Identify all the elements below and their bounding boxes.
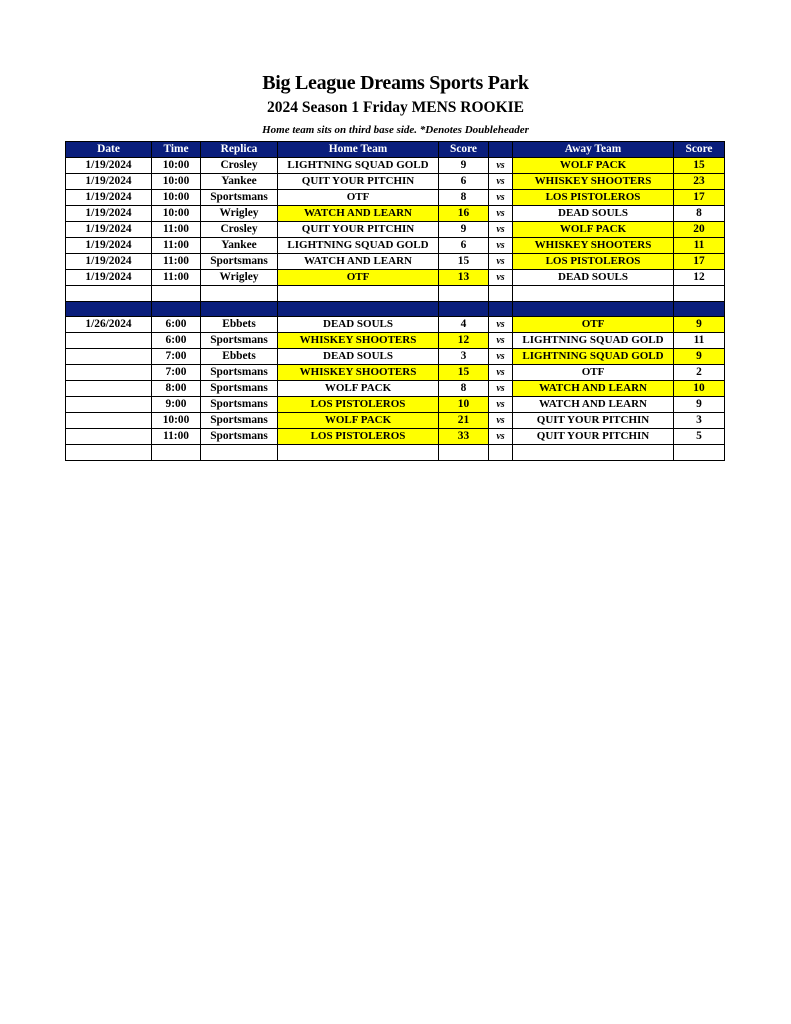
week-separator	[66, 302, 725, 317]
replica-cell: Ebbets	[201, 349, 278, 365]
home-score-cell: 4	[439, 317, 489, 333]
date-cell	[66, 381, 152, 397]
home-team-cell: LIGHTNING SQUAD GOLD	[278, 158, 439, 174]
time-cell: 10:00	[152, 190, 201, 206]
home-team-cell: LOS PISTOLEROS	[278, 397, 439, 413]
date-cell: 1/19/2024	[66, 254, 152, 270]
vs-label: vs	[489, 333, 513, 349]
home-score-cell: 21	[439, 413, 489, 429]
game-row	[66, 413, 725, 429]
game-row	[66, 429, 725, 445]
home-score-cell: 6	[439, 238, 489, 254]
away-team-cell: WHISKEY SHOOTERS	[513, 174, 674, 190]
game-row	[66, 190, 725, 206]
away-score-cell: 11	[674, 333, 725, 349]
date-cell	[66, 365, 152, 381]
game-row	[66, 222, 725, 238]
empty-row	[66, 445, 725, 461]
time-cell: 11:00	[152, 270, 201, 286]
col-header-date: Date	[66, 142, 152, 158]
replica-cell: Sportsmans	[201, 381, 278, 397]
away-score-cell: 15	[674, 158, 725, 174]
replica-cell: Wrigley	[201, 206, 278, 222]
page-subtitle: 2024 Season 1 Friday MENS ROOKIE	[266, 99, 525, 116]
empty-row	[66, 286, 725, 302]
time-cell: 7:00	[152, 349, 201, 365]
away-score-cell: 20	[674, 222, 725, 238]
away-score-cell: 9	[674, 317, 725, 333]
page-title: Big League Dreams Sports Park	[262, 72, 529, 94]
away-score-cell: 10	[674, 381, 725, 397]
vs-label: vs	[489, 206, 513, 222]
away-score-cell: 12	[674, 270, 725, 286]
away-team-cell: LOS PISTOLEROS	[513, 190, 674, 206]
time-cell: 9:00	[152, 397, 201, 413]
away-team-cell: WATCH AND LEARN	[513, 381, 674, 397]
vs-label: vs	[489, 397, 513, 413]
game-row	[66, 333, 725, 349]
home-team-cell: WATCH AND LEARN	[278, 206, 439, 222]
away-score-cell: 2	[674, 365, 725, 381]
away-team-cell: QUIT YOUR PITCHIN	[513, 413, 674, 429]
date-cell	[66, 397, 152, 413]
time-cell: 11:00	[152, 254, 201, 270]
date-cell: 1/19/2024	[66, 158, 152, 174]
date-cell: 1/19/2024	[66, 238, 152, 254]
col-header-home-team: Home Team	[278, 142, 439, 158]
time-cell: 7:00	[152, 365, 201, 381]
game-row	[66, 397, 725, 413]
home-score-cell: 16	[439, 206, 489, 222]
home-team-cell: WOLF PACK	[278, 381, 439, 397]
away-score-cell: 3	[674, 413, 725, 429]
away-score-cell: 17	[674, 254, 725, 270]
home-team-cell: DEAD SOULS	[278, 317, 439, 333]
away-score-cell: 17	[674, 190, 725, 206]
away-team-cell: OTF	[513, 317, 674, 333]
away-score-cell: 9	[674, 349, 725, 365]
home-score-cell: 6	[439, 174, 489, 190]
away-team-cell: LOS PISTOLEROS	[513, 254, 674, 270]
game-row	[66, 381, 725, 397]
home-score-cell: 3	[439, 349, 489, 365]
date-cell: 1/19/2024	[66, 206, 152, 222]
away-score-cell: 23	[674, 174, 725, 190]
game-row	[66, 206, 725, 222]
home-team-cell: WHISKEY SHOOTERS	[278, 333, 439, 349]
away-team-cell: QUIT YOUR PITCHIN	[513, 429, 674, 445]
replica-cell: Ebbets	[201, 317, 278, 333]
home-team-cell: WHISKEY SHOOTERS	[278, 365, 439, 381]
home-team-cell: WATCH AND LEARN	[278, 254, 439, 270]
home-score-cell: 15	[439, 254, 489, 270]
time-cell: 10:00	[152, 158, 201, 174]
replica-cell: Sportsmans	[201, 190, 278, 206]
away-team-cell: WHISKEY SHOOTERS	[513, 238, 674, 254]
away-team-cell: LIGHTNING SQUAD GOLD	[513, 333, 674, 349]
home-score-cell: 9	[439, 222, 489, 238]
time-cell: 10:00	[152, 174, 201, 190]
time-cell: 10:00	[152, 206, 201, 222]
replica-cell: Sportsmans	[201, 413, 278, 429]
away-score-cell: 9	[674, 397, 725, 413]
home-score-cell: 10	[439, 397, 489, 413]
date-cell	[66, 429, 152, 445]
game-row	[66, 254, 725, 270]
home-team-cell: DEAD SOULS	[278, 349, 439, 365]
home-team-cell: QUIT YOUR PITCHIN	[278, 222, 439, 238]
home-score-cell: 33	[439, 429, 489, 445]
away-team-cell: WOLF PACK	[513, 158, 674, 174]
replica-cell: Wrigley	[201, 270, 278, 286]
vs-label: vs	[489, 238, 513, 254]
time-cell: 11:00	[152, 429, 201, 445]
home-team-cell: QUIT YOUR PITCHIN	[278, 174, 439, 190]
game-row	[66, 365, 725, 381]
time-cell: 11:00	[152, 238, 201, 254]
away-team-cell: OTF	[513, 365, 674, 381]
replica-cell: Yankee	[201, 238, 278, 254]
time-cell: 11:00	[152, 222, 201, 238]
home-score-cell: 8	[439, 381, 489, 397]
vs-label: vs	[489, 429, 513, 445]
week1-games	[66, 158, 725, 286]
time-cell: 8:00	[152, 381, 201, 397]
col-header-time: Time	[152, 142, 201, 158]
away-score-cell: 8	[674, 206, 725, 222]
date-cell: 1/19/2024	[66, 222, 152, 238]
col-header-away-team: Away Team	[513, 142, 674, 158]
away-team-cell: WATCH AND LEARN	[513, 397, 674, 413]
home-team-cell: WOLF PACK	[278, 413, 439, 429]
col-header-replica: Replica	[201, 142, 278, 158]
date-cell: 1/19/2024	[66, 270, 152, 286]
home-score-cell: 13	[439, 270, 489, 286]
vs-label: vs	[489, 413, 513, 429]
home-score-cell: 12	[439, 333, 489, 349]
home-score-cell: 9	[439, 158, 489, 174]
col-header-vs	[489, 142, 513, 158]
home-score-cell: 15	[439, 365, 489, 381]
game-row	[66, 174, 725, 190]
date-cell: 1/19/2024	[66, 174, 152, 190]
vs-label: vs	[489, 190, 513, 206]
date-cell: 1/26/2024	[66, 317, 152, 333]
vs-label: vs	[489, 381, 513, 397]
schedule-table	[65, 141, 725, 461]
replica-cell: Crosley	[201, 222, 278, 238]
replica-cell: Sportsmans	[201, 429, 278, 445]
replica-cell: Sportsmans	[201, 365, 278, 381]
date-cell	[66, 333, 152, 349]
replica-cell: Yankee	[201, 174, 278, 190]
col-header-home-score: Score	[439, 142, 489, 158]
date-cell	[66, 413, 152, 429]
vs-label: vs	[489, 222, 513, 238]
away-score-cell: 11	[674, 238, 725, 254]
home-team-cell: OTF	[278, 270, 439, 286]
vs-label: vs	[489, 317, 513, 333]
home-score-cell: 8	[439, 190, 489, 206]
home-team-cell: LIGHTNING SQUAD GOLD	[278, 238, 439, 254]
vs-label: vs	[489, 158, 513, 174]
time-cell: 6:00	[152, 317, 201, 333]
away-team-cell: WOLF PACK	[513, 222, 674, 238]
vs-label: vs	[489, 270, 513, 286]
away-team-cell: DEAD SOULS	[513, 206, 674, 222]
col-header-away-score: Score	[674, 142, 725, 158]
vs-label: vs	[489, 174, 513, 190]
game-row	[66, 270, 725, 286]
away-team-cell: DEAD SOULS	[513, 270, 674, 286]
away-team-cell: LIGHTNING SQUAD GOLD	[513, 349, 674, 365]
game-row	[66, 349, 725, 365]
replica-cell: Sportsmans	[201, 397, 278, 413]
time-cell: 6:00	[152, 333, 201, 349]
away-score-cell: 5	[674, 429, 725, 445]
header-row	[66, 142, 725, 158]
game-row	[66, 158, 725, 174]
replica-cell: Sportsmans	[201, 254, 278, 270]
home-team-cell: LOS PISTOLEROS	[278, 429, 439, 445]
time-cell: 10:00	[152, 413, 201, 429]
vs-label: vs	[489, 365, 513, 381]
date-cell	[66, 349, 152, 365]
date-cell: 1/19/2024	[66, 190, 152, 206]
replica-cell: Sportsmans	[201, 333, 278, 349]
week2-games	[66, 317, 725, 445]
game-row	[66, 238, 725, 254]
home-team-cell: OTF	[278, 190, 439, 206]
schedule-note: Home team sits on third base side. *Denotes Doubleheader	[262, 124, 529, 136]
vs-label: vs	[489, 349, 513, 365]
replica-cell: Crosley	[201, 158, 278, 174]
vs-label: vs	[489, 254, 513, 270]
game-row	[66, 317, 725, 333]
